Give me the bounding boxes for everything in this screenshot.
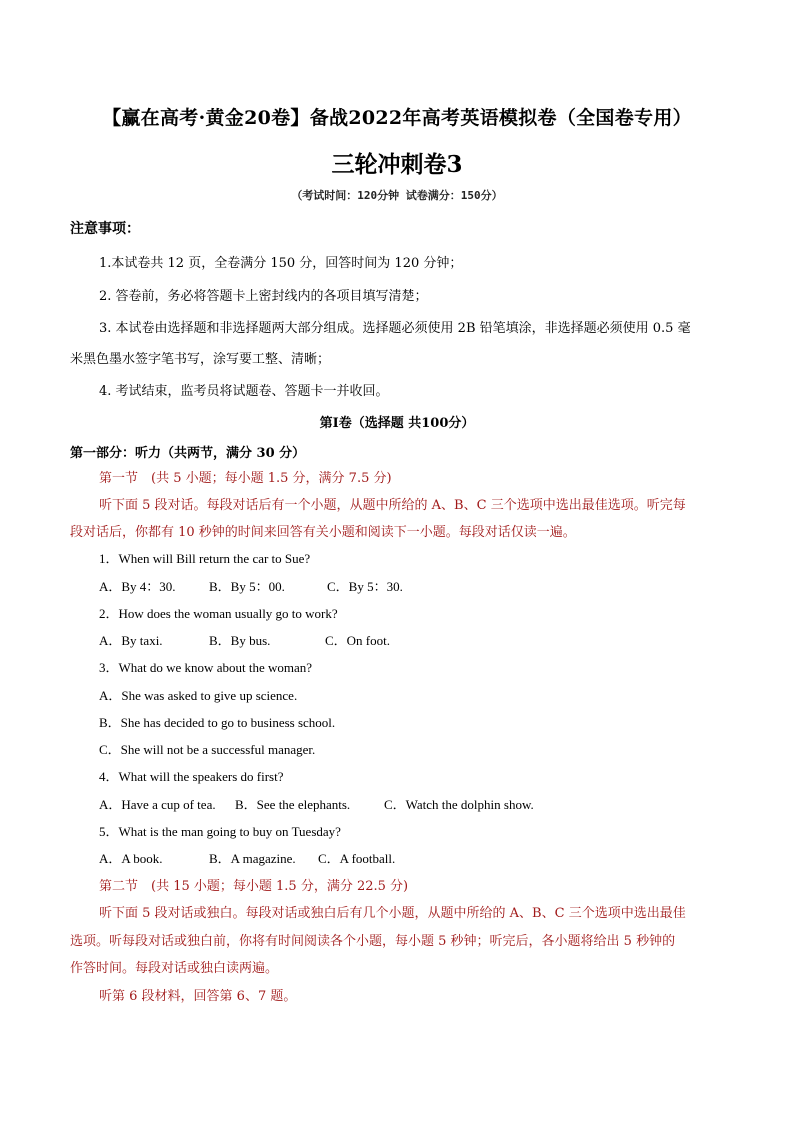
q1-option-a: A．By 4：30. bbox=[99, 579, 176, 594]
q5-option-c: C．A football. bbox=[318, 851, 396, 866]
exam-subtitle: 三轮冲刺卷3 bbox=[331, 151, 463, 178]
q5-option-a: A．A book. bbox=[99, 851, 163, 866]
section1-instructions-1: 听下面 5 段对话。每段对话后有一个小题，从题中所给的 A、B、C 三个选项中选出最佳选项。听完每 bbox=[99, 498, 686, 513]
q2-option-b: B．By bus. bbox=[209, 633, 271, 648]
notice-item-3-cont: 米黑色墨水签字笔书写，涂写要工整、清晰； bbox=[70, 352, 331, 367]
question-5: 5．What is the man going to buy on Tuesday? bbox=[99, 824, 341, 839]
q1-option-b: B．By 5：00. bbox=[209, 579, 285, 594]
notice-item-2: 2. 答卷前，务必将答题卡上密封线内的各项目填写清楚； bbox=[99, 289, 428, 304]
q4-option-a: A．Have a cup of tea. bbox=[99, 797, 216, 812]
section1-instructions-2: 段对话后，你都有 10 秒钟的时间来回答有关小题和阅读下一小题。每段对话仅读一遍。 bbox=[70, 525, 576, 540]
q1-option-c: C．By 5：30. bbox=[327, 579, 403, 594]
question-2: 2．How does the woman usually go to work? bbox=[99, 606, 338, 621]
q4-option-b: B．See the elephants. bbox=[235, 797, 351, 812]
section2-instructions-1: 听下面 5 段对话或独白。每段对话或独白后有几个小题，从题中所给的 A、B、C 三个选项中选出最佳 bbox=[99, 906, 686, 921]
q5-option-b: B．A magazine. bbox=[209, 851, 296, 866]
notice-item-3: 3. 本试卷由选择题和非选择题两大部分组成。选择题必须使用 2B 铅笔填涂，非选择题必须使用 0.5 毫 bbox=[99, 321, 691, 336]
q2-option-c: C．On foot. bbox=[325, 633, 391, 648]
q4-option-c: C．Watch the dolphin show. bbox=[384, 797, 534, 812]
q3-option-a: A．She was asked to give up science. bbox=[99, 688, 298, 703]
part1-title: 第一部分：听力（共两节，满分 30 分） bbox=[70, 446, 306, 461]
question-1: 1．When will Bill return the car to Sue? bbox=[99, 551, 311, 566]
notice-item-4: 4. 考试结束，监考员将试题卷、答题卡一并收回。 bbox=[99, 384, 389, 399]
notice-item-1: 1.本试卷共 12 页，全卷满分 150 分，回答时间为 120 分钟； bbox=[99, 256, 463, 271]
q2-option-a: A．By taxi. bbox=[99, 633, 163, 648]
section1-title: 第一节 (共 5 小题；每小题 1.5 分，满分 7.5 分) bbox=[99, 471, 392, 486]
notice-heading: 注意事项： bbox=[70, 221, 140, 237]
question-4: 4．What will the speakers do first? bbox=[99, 769, 284, 784]
q3-option-b: B．She has decided to go to business school. bbox=[99, 715, 336, 730]
question-3: 3．What do we know about the woman? bbox=[99, 660, 313, 675]
section2-instructions-3: 作答时间。每段对话或独白读两遍。 bbox=[70, 961, 279, 976]
material-note: 听第 6 段材料，回答第 6、7 题。 bbox=[99, 989, 297, 1004]
exam-title: 【赢在高考·黄金20卷】备战2022年高考英语模拟卷（全国卷专用） bbox=[102, 107, 692, 129]
q3-option-c: C．She will not be a successful manager. bbox=[99, 742, 316, 757]
section2-title: 第二节 (共 15 小题；每小题 1.5 分，满分 22.5 分) bbox=[99, 879, 409, 894]
section2-instructions-2: 选项。听每段对话或独白前，你将有时间阅读各个小题，每小题 5 秒钟；听完后，各小题将给出 5 秒钟的 bbox=[70, 934, 676, 949]
volume-title: 第Ⅰ卷（选择题 共100分） bbox=[319, 416, 475, 431]
exam-info: （考试时间：120分钟 试卷满分：150分） bbox=[291, 189, 503, 202]
